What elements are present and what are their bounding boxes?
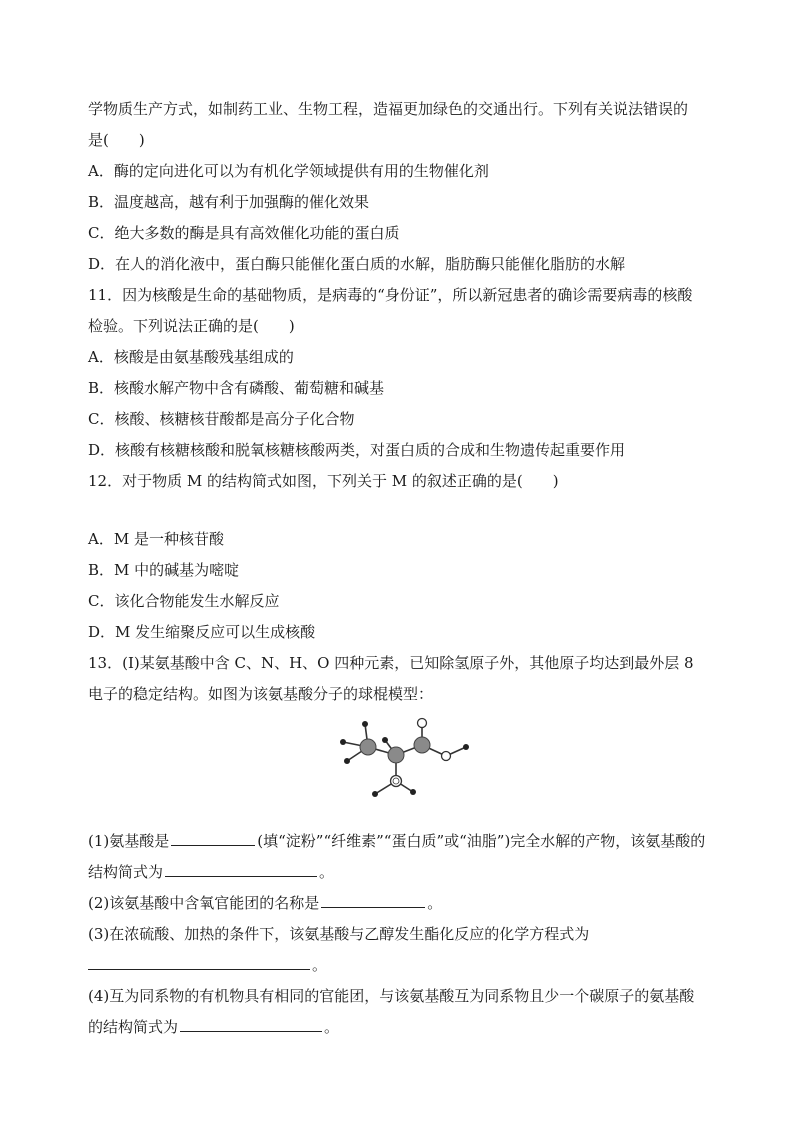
q12-option-c: C．该化合物能发生水解反应: [88, 592, 280, 610]
model-atoms: [340, 719, 469, 798]
q10-option-a: A．酶的定向进化可以为有机化学领域提供有用的生物催化剂: [88, 162, 489, 180]
q11-option-c: C．核酸、核糖核苷酸都是高分子化合物: [88, 410, 355, 428]
q13-sub4-line-1: (4)互为同系物的有机物具有相同的官能团，与该氨基酸互为同系物且少一个碳原子的氨基酸: [88, 987, 695, 1005]
answer-blank-2[interactable]: [165, 862, 317, 877]
hydrogen-atom: [410, 789, 416, 795]
q10-stem-line-2: 是( ): [88, 131, 145, 149]
amino-acid-model-figure: [335, 710, 485, 820]
q13-sub2-line: [88, 888, 724, 919]
q13-stem-line-2: 电子的稳定结构。如图为该氨基酸分子的球棍模型：: [88, 685, 434, 703]
hydrogen-atom: [362, 721, 368, 727]
hydrogen-atom: [382, 737, 388, 743]
nitrogen-atom: [391, 776, 402, 787]
q12-option-a: A．M 是一种核苷酸: [88, 530, 224, 548]
oxygen-atom: [418, 719, 427, 728]
q10-stem-line-1: 学物质生产方式，如制药工业、生物工程，造福更加绿色的交通出行。下列有关说法错误的: [88, 100, 689, 118]
answer-blank-3[interactable]: [321, 893, 425, 908]
q13-sub3-line-2: [88, 950, 724, 981]
q13-sub1-end: 。: [319, 863, 335, 881]
q13-sub4-end: 。: [324, 1018, 340, 1036]
q12-stem: 12．对于物质 M 的结构简式如图，下列关于 M 的叙述正确的是( ): [88, 472, 559, 490]
q13-sub1-line-2: [88, 857, 724, 888]
q13-sub3-end: 。: [312, 956, 328, 974]
q10-option-d: D．在人的消化液中，蛋白酶只能催化蛋白质的水解，脂肪酶只能催化脂肪的水解: [88, 255, 626, 273]
document-page: [88, 94, 724, 1043]
carbon-atom: [360, 739, 376, 755]
q12-option-b: B．M 中的碱基为嘧啶: [88, 561, 240, 579]
hydrogen-atom: [340, 739, 346, 745]
q11-option-b: B．核酸水解产物中含有磷酸、葡萄糖和碱基: [88, 379, 385, 397]
q13-sub2-prefix: (2)该氨基酸中含氧官能团的名称是: [88, 894, 320, 912]
q13-sub1-structure-label: 结构简式为: [88, 863, 164, 881]
q13-sub1-prefix: (1)氨基酸是: [88, 832, 170, 850]
q13-sub2-end: 。: [427, 894, 443, 912]
carbon-atom: [388, 747, 404, 763]
q11-stem-line-1: 11．因为核酸是生命的基础物质，是病毒的“身份证”，所以新冠患者的确诊需要病毒的核酸: [88, 286, 693, 304]
answer-blank-5[interactable]: [180, 1017, 322, 1032]
q11-option-a: A．核酸是由氨基酸残基组成的: [88, 348, 294, 366]
q13-sub3-line-1: (3)在浓硫酸、加热的条件下，该氨基酸与乙醇发生酯化反应的化学方程式为: [88, 925, 590, 943]
q12-option-d: D．M 发生缩聚反应可以生成核酸: [88, 623, 316, 641]
q13-sub1-suffix: (填“淀粉”“纤维素”“蛋白质”或“油脂”)完全水解的产物，该氨基酸的: [257, 832, 706, 850]
answer-blank-4[interactable]: [88, 955, 310, 970]
carbon-atom: [414, 737, 430, 753]
q10-option-b: B．温度越高，越有利于加强酶的催化效果: [88, 193, 370, 211]
hydrogen-atom: [372, 791, 378, 797]
ball-and-stick-model: [88, 710, 724, 826]
q13-sub4-prefix: 的结构简式为: [88, 1018, 179, 1036]
q13-sub4-line-2: [88, 1012, 724, 1043]
oxygen-atom: [442, 752, 451, 761]
hydrogen-atom: [344, 758, 350, 764]
answer-blank-1[interactable]: [171, 831, 255, 846]
q11-stem-line-2: 检验。下列说法正确的是( ): [88, 317, 295, 335]
q10-option-c: C．绝大多数的酶是具有高效催化功能的蛋白质: [88, 224, 400, 242]
hydrogen-atom: [463, 744, 469, 750]
q13-sub1-line-1: [88, 826, 724, 857]
q11-option-d: D．核酸有核糖核酸和脱氧核糖核酸两类，对蛋白质的合成和生物遗传起重要作用: [88, 441, 626, 459]
q12-figure-space: [88, 497, 724, 524]
q13-stem-line-1: 13．(Ⅰ)某氨基酸中含 C、N、H、O 四种元素，已知除氢原子外，其他原子均达到最外层 8: [88, 654, 694, 672]
